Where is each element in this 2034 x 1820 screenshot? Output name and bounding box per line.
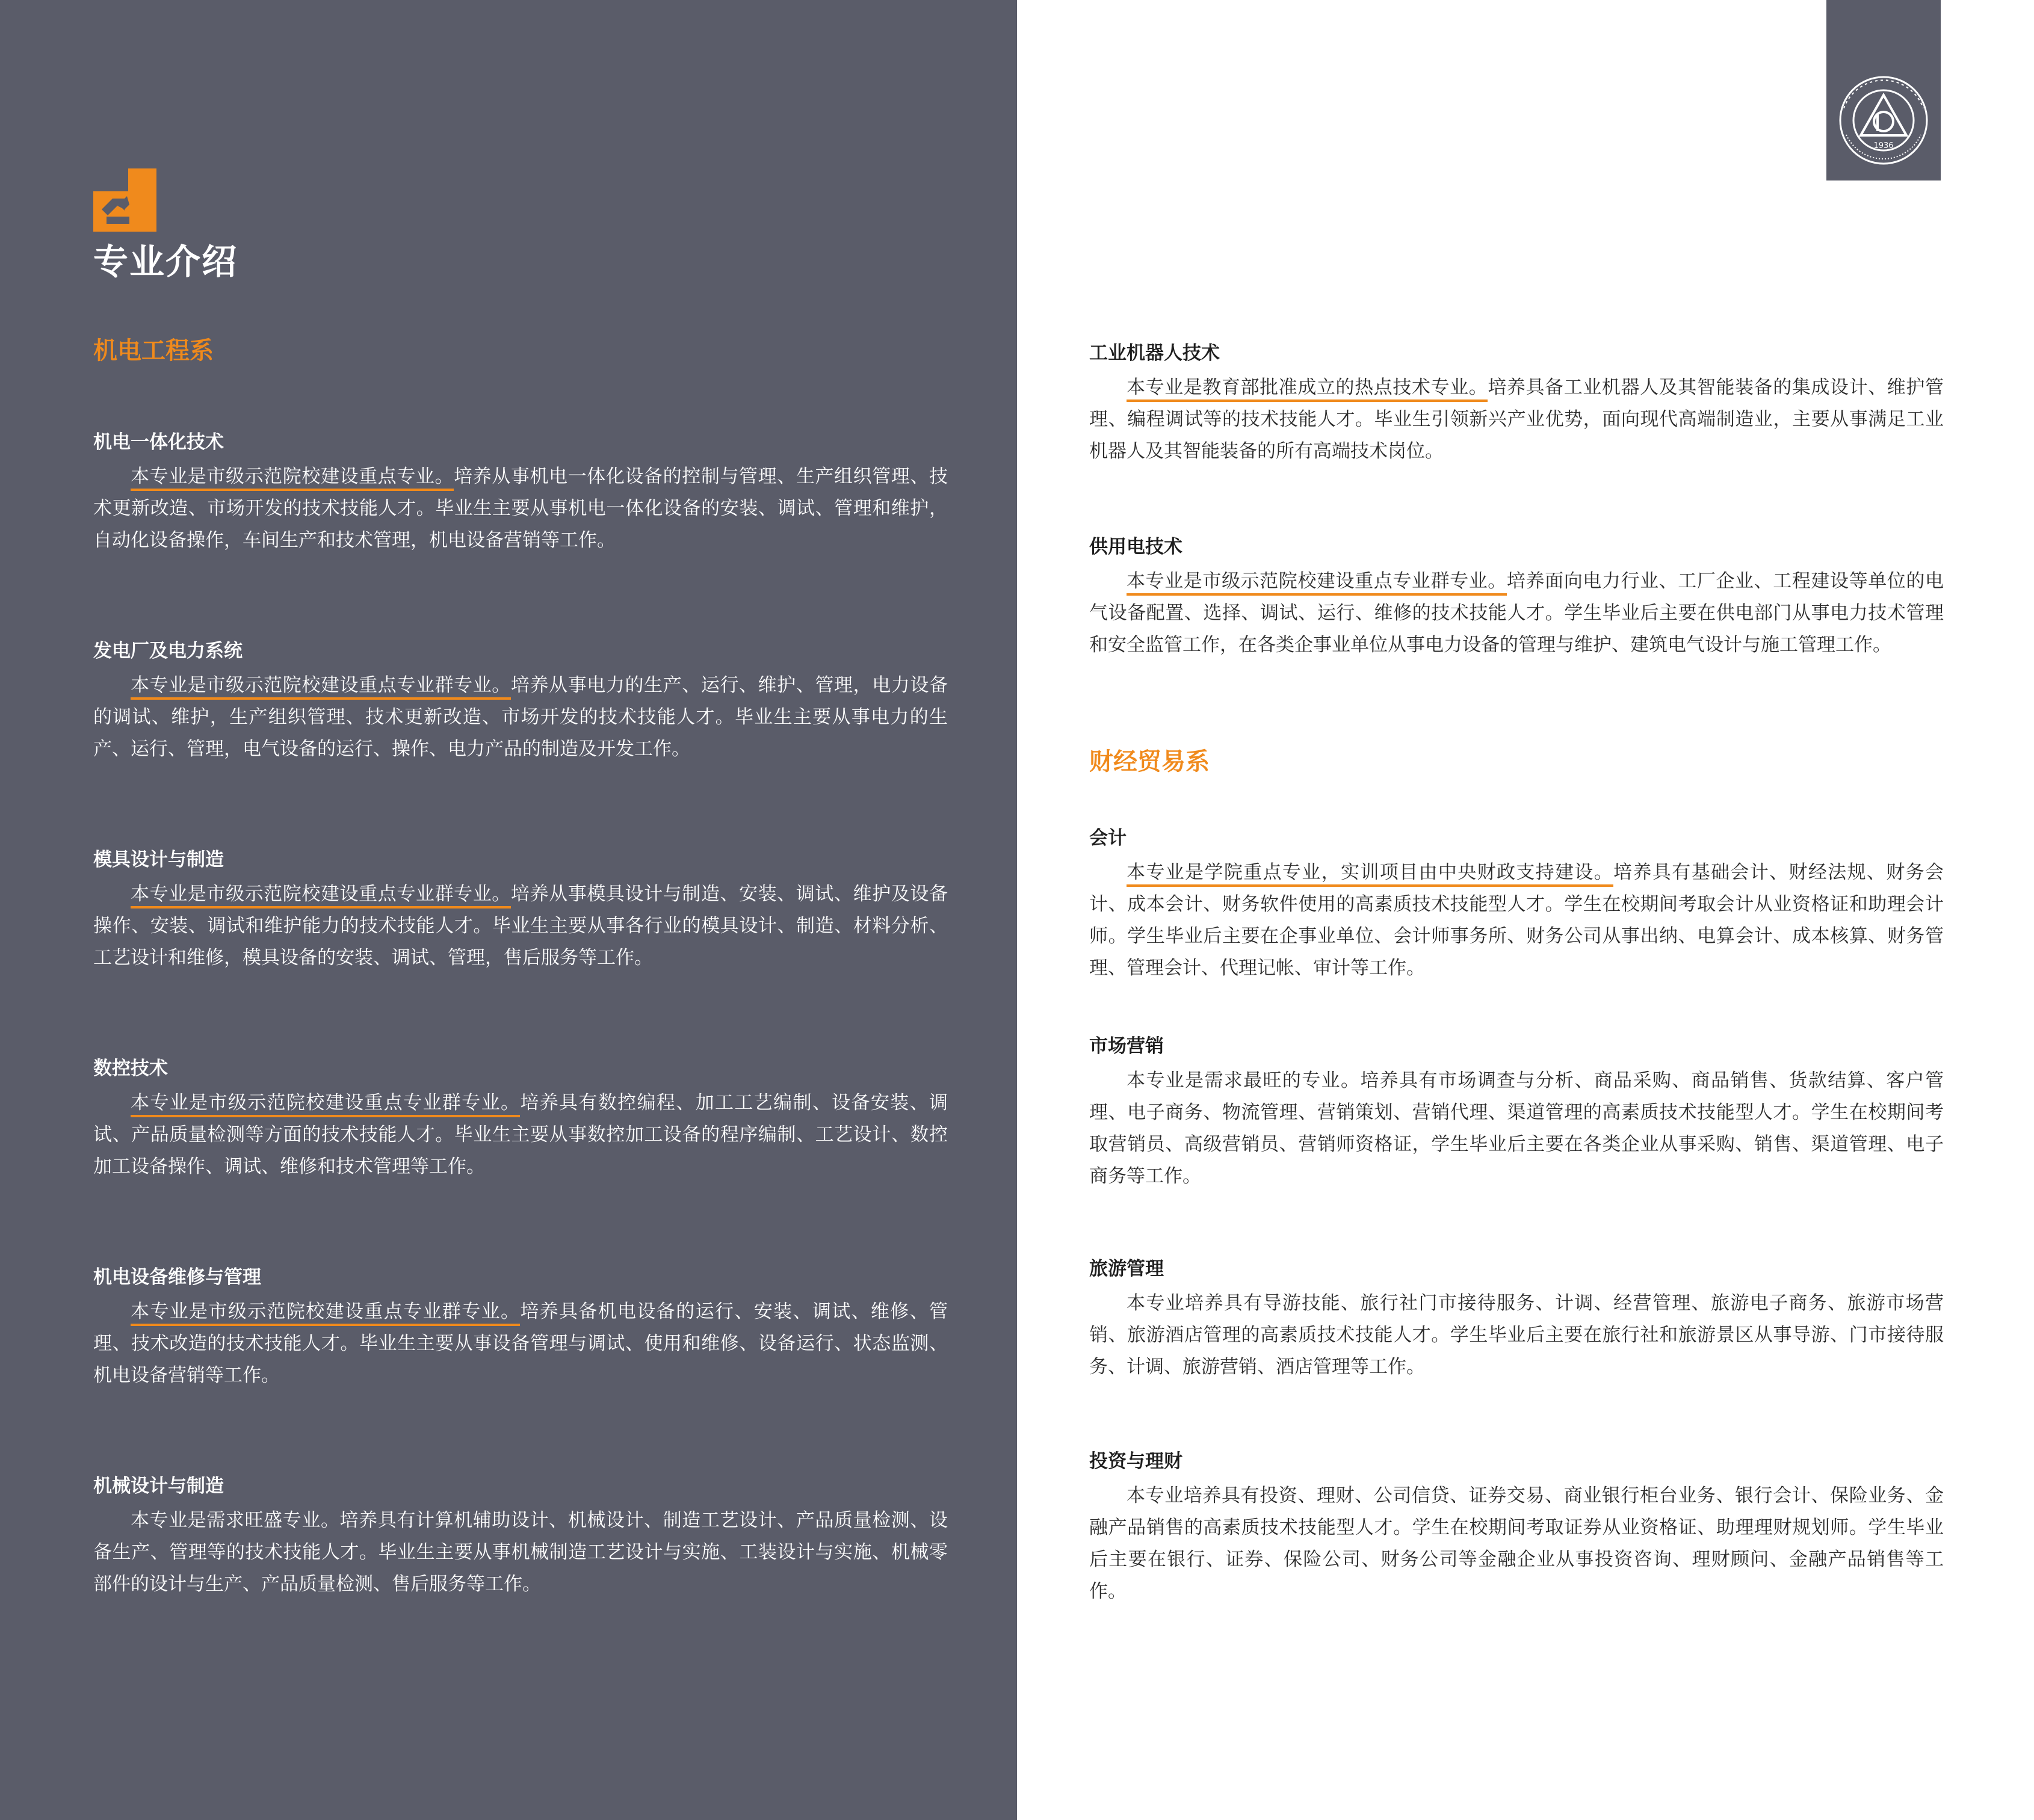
major-block <box>93 1470 948 1600</box>
major-description <box>1089 1480 1944 1608</box>
major-name: 投资与理财 <box>1089 1451 1182 1472</box>
highlight-text: 本专业是市级示范院校建设重点专业群专业。 <box>1127 570 1507 596</box>
description-text: 培养具有数控编程、加工工艺编制、设备安装、调试、产品质量检测等方面的技术技能人才。毕业生主要从事数控加工设备的程序编制、工艺设计、数控加工设备操作、调试、维修和技术管理等工作。 <box>93 1092 948 1177</box>
major-name: 模具设计与制造 <box>93 849 224 871</box>
major-block <box>1089 531 1944 661</box>
description-text: 培养面向电力行业、工厂企业、工程建设等单位的电气设备配置、选择、调试、运行、维修的技术技能人才。学生毕业后主要在供电部门从事电力技术管理和安全监管工作，在各类企事业单位从事电力设备的管理与维护、建筑电气设计与施工管理工作。 <box>1089 570 1944 656</box>
major-block <box>1089 1030 1944 1192</box>
major-block <box>1089 1253 1944 1383</box>
major-description <box>93 1296 948 1392</box>
major-description <box>1089 566 1944 661</box>
major-description <box>1089 372 1944 467</box>
highlight-text: 本专业是市级示范院校建设重点专业。 <box>131 466 454 491</box>
school-badge <box>1826 0 1941 180</box>
major-description <box>1089 1065 1944 1192</box>
arrow-logo-icon <box>93 168 156 232</box>
major-block <box>93 426 948 557</box>
major-name: 市场营销 <box>1089 1035 1164 1057</box>
major-description <box>93 461 948 557</box>
major-name: 工业机器人技术 <box>1089 342 1220 364</box>
major-name: 发电厂及电力系统 <box>93 640 243 662</box>
highlight-text: 本专业是教育部批准成立的热点技术专业。 <box>1127 377 1488 402</box>
major-description <box>1089 857 1944 984</box>
description-text: 本专业培养具有投资、理财、公司信贷、证券交易、商业银行柜台业务、银行会计、保险业务、金融产品销售的高素质技术技能型人才。学生在校期间考取证券从业资格证、助理理财规划师。学生毕业后主要在银行、证券、保险公司、财务公司等金融企业从事投资咨询、理财顾问、金融产品销售等工作。 <box>1089 1485 1944 1602</box>
major-block <box>1089 822 1944 984</box>
right-panel <box>1017 0 2034 1820</box>
major-block <box>1089 1445 1944 1608</box>
department-title-mechanical: 机电工程系 <box>93 337 214 365</box>
description-text: 培养从事机电一体化设备的控制与管理、生产组织管理、技术更新改造、市场开发的技术技能人才。毕业生主要从事机电一体化设备的安装、调试、管理和维护，自动化设备操作，车间生产和技术管理，机电设备营销等工作。 <box>93 466 948 551</box>
highlight-text: 本专业是市级示范院校建设重点专业群专业。 <box>131 883 511 908</box>
major-name: 供用电技术 <box>1089 536 1182 558</box>
major-block <box>93 1261 948 1392</box>
major-description <box>1089 1288 1944 1383</box>
description-text: 本专业是需求最旺的专业。培养具有市场调查与分析、商品采购、商品销售、货款结算、客户管理、电子商务、物流管理、营销策划、营销代理、渠道管理的高素质技术技能型人才。学生在校期间考取营销员、高级营销员、营销师资格证，学生毕业后主要在各类企业从事采购、销售、渠道管理、电子商务等工作。 <box>1089 1070 1944 1187</box>
major-block <box>1089 337 1944 467</box>
page-title: 专业介绍 <box>93 241 238 282</box>
major-name: 机电一体化技术 <box>93 431 224 453</box>
major-name: 会计 <box>1089 827 1127 849</box>
badge-year: 1936 <box>1873 141 1894 150</box>
highlight-text: 本专业是市级示范院校建设重点专业群专业。 <box>131 1301 520 1326</box>
major-name: 数控技术 <box>93 1058 168 1079</box>
highlight-text: 本专业是市级示范院校建设重点专业群专业。 <box>131 674 511 700</box>
major-description <box>93 1087 948 1183</box>
major-description <box>93 878 948 974</box>
major-block <box>93 635 948 765</box>
description-text: 培养从事电力的生产、运行、维护、管理，电力设备的调试、维护，生产组织管理、技术更新改造、市场开发的技术技能人才。毕业生主要从事电力的生产、运行、管理，电气设备的运行、操作、电力产品的制造及开发工作。 <box>93 674 948 760</box>
description-text: 培养从事模具设计与制造、安装、调试、维护及设备操作、安装、调试和维护能力的技术技能人才。毕业生主要从事各行业的模具设计、制造、材料分析、工艺设计和维修，模具设备的安装、调试、管理，售后服务等工作。 <box>93 883 948 969</box>
description-text: 本专业是需求旺盛专业。培养具有计算机辅助设计、机械设计、制造工艺设计、产品质量检测、设备生产、管理等的技术技能人才。毕业生主要从事机械制造工艺设计与实施、工装设计与实施、机械零部件的设计与生产、产品质量检测、售后服务等工作。 <box>93 1510 948 1595</box>
description-text: 培养具备机电设备的运行、安装、调试、维修、管理、技术改造的技术技能人才。毕业生主要从事设备管理与调试、使用和维修、设备运行、状态监测、机电设备营销等工作。 <box>93 1301 948 1386</box>
description-text: 培养具备工业机器人及其智能装备的集成设计、维护管理、编程调试等的技术技能人才。毕业生引领新兴产业优势，面向现代高端制造业，主要从事满足工业机器人及其智能装备的所有高端技术岗位。 <box>1089 377 1944 462</box>
description-text: 培养具有基础会计、财经法规、财务会计、成本会计、财务软件使用的高素质技术技能型人才。学生在校期间考取会计从业资格证和助理会计师。学生毕业后主要在企事业单位、会计师事务所、财务公司从事出纳、电算会计、成本核算、财务管理、管理会计、代理记帐、审计等工作。 <box>1089 862 1944 979</box>
major-name: 机电设备维修与管理 <box>93 1266 261 1288</box>
description-text: 本专业培养具有导游技能、旅行社门市接待服务、计调、经营管理、旅游电子商务、旅游市场营销、旅游酒店管理的高素质技术技能人才。学生毕业后主要在旅行社和旅游景区从事导游、门市接待服务、计调、旅游营销、酒店管理等工作。 <box>1089 1292 1944 1378</box>
department-title-finance: 财经贸易系 <box>1089 748 1210 776</box>
major-block <box>93 844 948 974</box>
major-name: 旅游管理 <box>1089 1258 1164 1280</box>
highlight-text: 本专业是市级示范院校建设重点专业群专业。 <box>131 1092 520 1117</box>
school-seal-icon <box>1835 72 1932 168</box>
major-description <box>93 670 948 765</box>
highlight-text: 本专业是学院重点专业，实训项目由中央财政支持建设。 <box>1127 862 1613 887</box>
major-description <box>93 1505 948 1600</box>
major-name: 机械设计与制造 <box>93 1475 224 1497</box>
major-block <box>93 1052 948 1183</box>
